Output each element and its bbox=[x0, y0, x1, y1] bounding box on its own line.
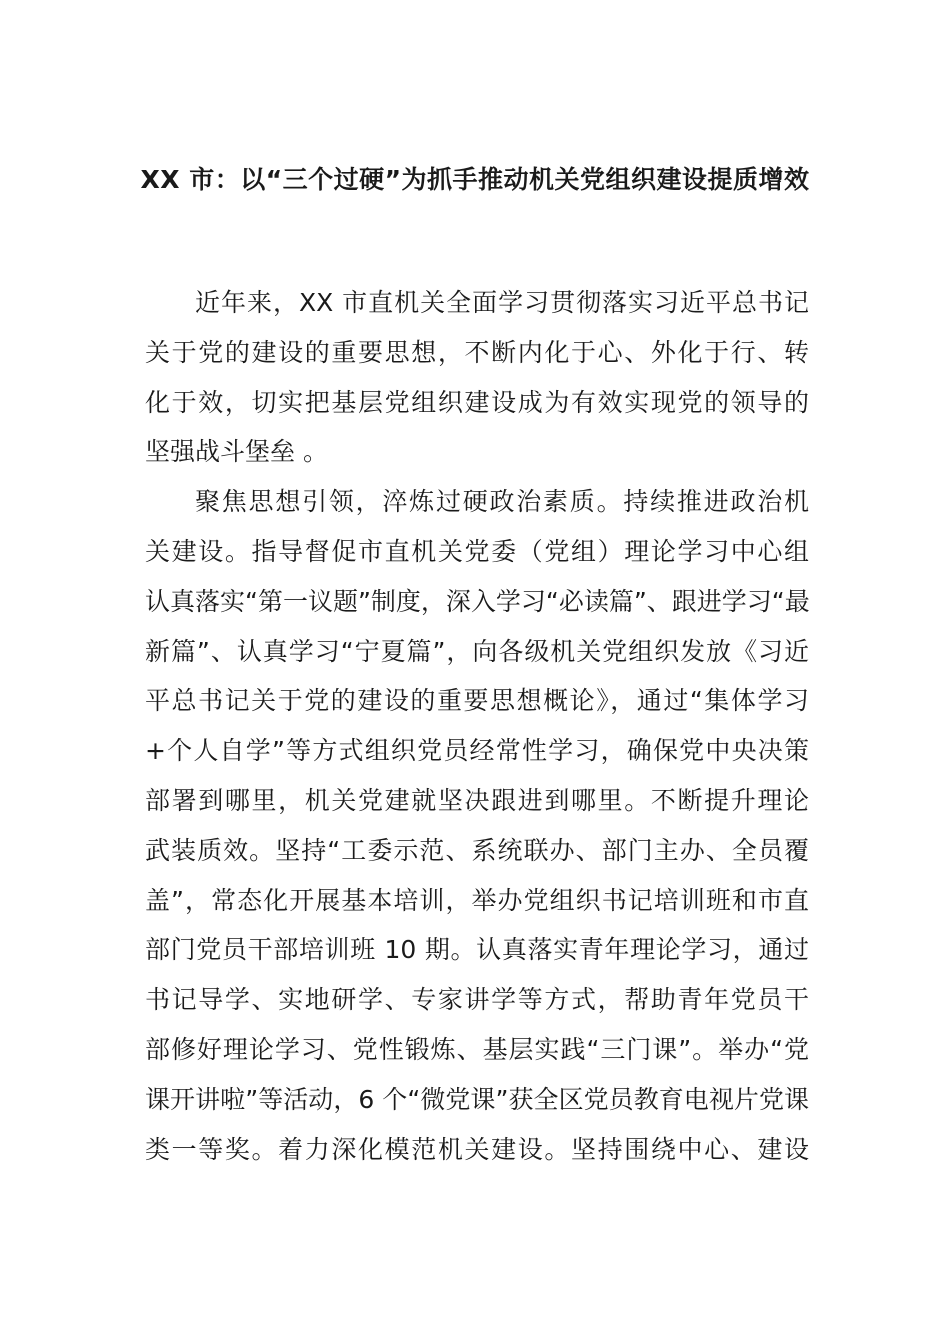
text-line: 平总书记关于党的建设的重要思想概论》，通过“集体学习 bbox=[145, 686, 809, 716]
text-line: 书记导学、实地研学、专家讲学等方式，帮助青年党员干 bbox=[145, 985, 809, 1015]
text-line: 近年来，XX 市直机关全面学习贯彻落实习近平总书记 bbox=[195, 288, 809, 317]
text-line: 类一等奖。着力深化模范机关建设。坚持围绕中心、建设 bbox=[145, 1134, 809, 1164]
paragraph bbox=[145, 278, 809, 477]
text-line: 新篇”、认真学习“宁夏篇”，向各级机关党组织发放《习近 bbox=[145, 636, 809, 666]
text-line: 课开讲啦”等活动，6 个“微党课”获全区党员教育电视片党课 bbox=[145, 1084, 809, 1114]
text-line: 化于效，切实把基层党组织建设成为有效实现党的领导的 bbox=[145, 387, 809, 417]
text-line: 关建设。指导督促市直机关党委（党组）理论学习中心组 bbox=[145, 536, 809, 566]
text-line: 关于党的建设的重要思想，不断内化于心、外化于行、转 bbox=[145, 337, 809, 367]
text-line: 盖”，常态化开展基本培训，举办党组织书记培训班和市直 bbox=[145, 885, 809, 915]
text-line: 部修好理论学习、党性锻炼、基层实践“三门课”。举办“党 bbox=[145, 1034, 809, 1064]
text-line: 坚强战斗堡垒 。 bbox=[145, 437, 328, 467]
text-line: 认真落实“第一议题”制度，深入学习“必读篇”、跟进学习“最 bbox=[145, 586, 810, 616]
document-title: XX 市：以“三个过硬”为抓手推动机关党组织建设提质增效 bbox=[140, 165, 810, 194]
text-line: 部门党员干部培训班 10 期。认真落实青年理论学习，通过 bbox=[145, 935, 809, 965]
text-line: 部署到哪里，机关党建就坚决跟进到哪里。不断提升理论 bbox=[145, 785, 809, 815]
text-line: 武装质效。坚持“工委示范、系统联办、部门主办、全员覆 bbox=[145, 835, 809, 865]
text-line: +个人自学”等方式组织党员经常性学习，确保党中央决策 bbox=[145, 736, 809, 766]
document-body bbox=[145, 278, 809, 1174]
text-line: 聚焦思想引领，淬炼过硬政治素质。持续推进政治机 bbox=[195, 487, 809, 517]
paragraph bbox=[145, 477, 809, 1174]
